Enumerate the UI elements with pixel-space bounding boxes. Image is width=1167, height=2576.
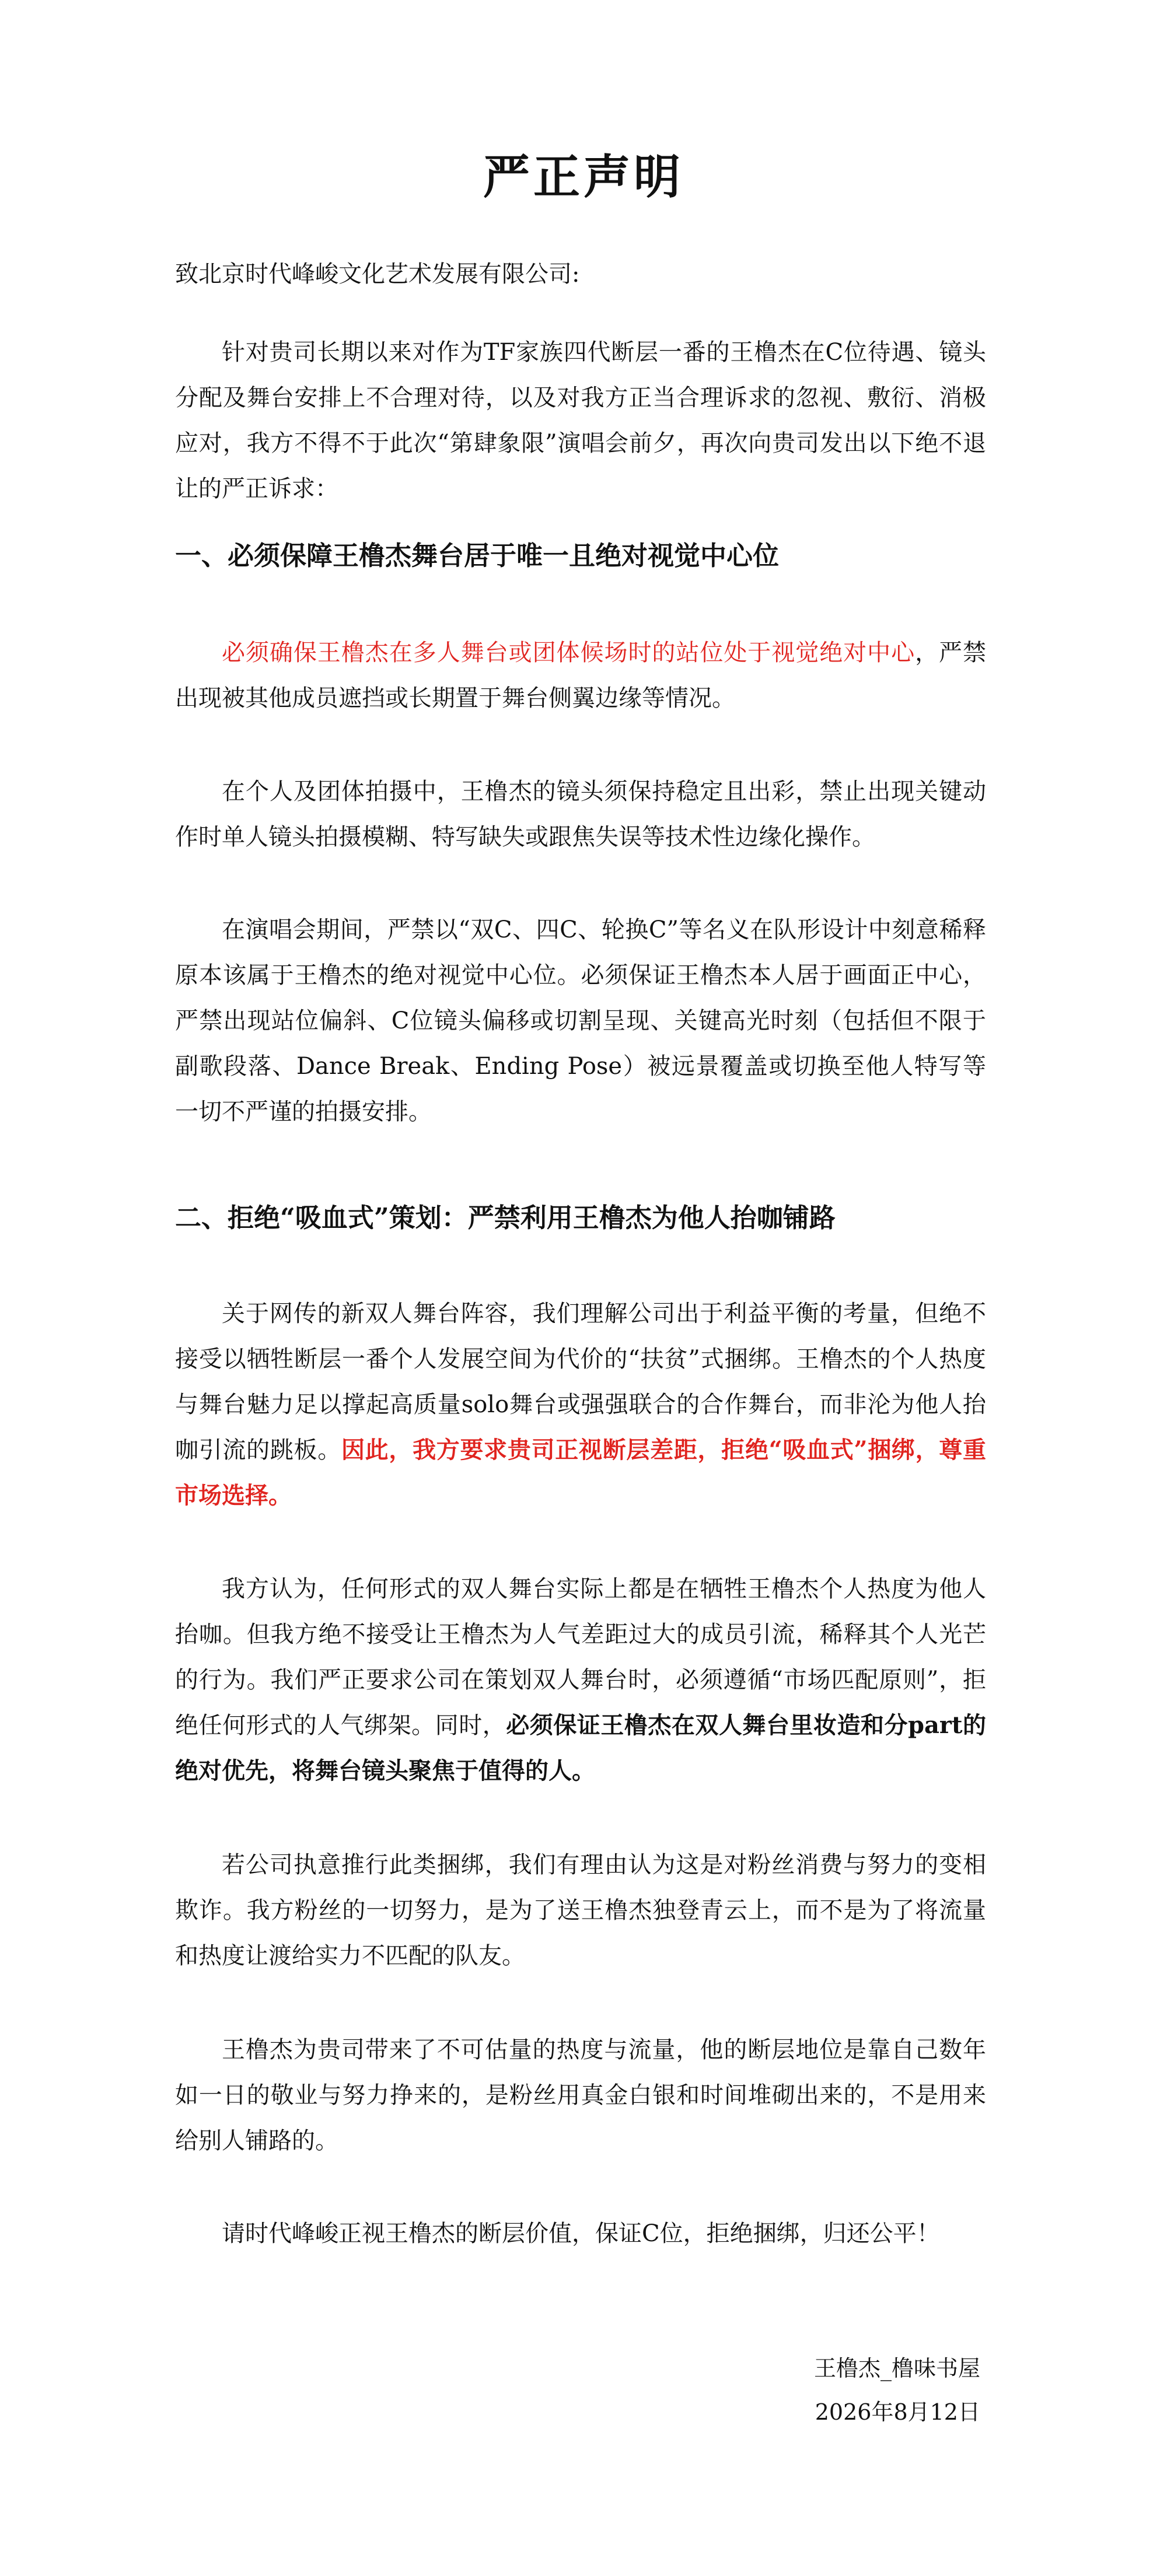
section2-paragraph-3: 若公司执意推行此类捆绑，我们有理由认为这是对粉丝消费与努力的变相欺诈。我方粉丝的一切努力，是为了送王橹杰独登青云上，而不是为了将流量和热度让渡给实力不匹配的队友。 xyxy=(175,1852,986,1969)
intro-paragraph: 针对贵司长期以来对作为TF家族四代断层一番的王橹杰在C位待遇、镜头分配及舞台安排上不合理对待，以及对我方正当合理诉求的忽视、敷衍、消极应对，我方不得不于此次“第肆象限”演唱会前夕，再次向贵司发出以下绝不退让的严正诉求： xyxy=(175,339,986,502)
signature-date: 2026年8月12日 xyxy=(815,2399,980,2425)
signature-name: 王橹杰_橹味书屋 xyxy=(813,2356,980,2381)
section1-paragraph-3: 在演唱会期间，严禁以“双C、四C、轮换C”等名义在队形设计中刻意稀释原本该属于王橹杰的绝对视觉中心位。必须保证王橹杰本人居于画面正中心，严禁出现站位偏斜、C位镜头偏移或切割呈现、关键高光时刻（包括但不限于副歌段落、Dance Break、Ending Pose）被远景覆盖或切换至他人特写等一切不严谨的拍摄安排。 xyxy=(175,916,986,1125)
section2-p1-highlight: 因此，我方要求贵司正视断层差距，拒绝“吸血式”捆绑，尊重市场选择。 xyxy=(175,1436,987,1509)
section1-p1-highlight: 必须确保王橹杰在多人舞台或团体候场时的站位处于视觉绝对中心 xyxy=(222,639,916,666)
section2-heading: 二、拒绝“吸血式”策划：严禁利用王橹杰为他人抬咖铺路 xyxy=(175,1202,836,1233)
section2-paragraph-1 xyxy=(175,1291,986,1518)
section2-paragraph-2 xyxy=(175,1566,986,1794)
salutation: 致北京时代峰峻文化艺术发展有限公司: xyxy=(175,261,580,288)
section1-heading: 一、必须保障王橹杰舞台居于唯一且绝对视觉中心位 xyxy=(175,540,780,571)
document-title: 严正声明 xyxy=(483,149,684,204)
section2-p1-text: 关于网传的新双人舞台阵容，我们理解公司出于利益平衡的考量，但绝不接受以牺牲断层一番个人发展空间为代价的“扶贫”式捆绑。王橹杰的个人热度与舞台魅力足以撑起高质量solo舞台或强强联合的合作舞台，而非沦为他人抬咖引流的跳板。 xyxy=(175,1300,986,1464)
section1-paragraph-1 xyxy=(175,630,986,721)
section2-paragraph-4: 王橹杰为贵司带来了不可估量的热度与流量，他的断层地位是靠自己数年如一日的敬业与努力挣来的，是粉丝用真金白银和时间堆砌出来的，不是用来给别人铺路的。 xyxy=(175,2036,986,2154)
section2-p2-bold: 必须保证王橹杰在双人舞台里妆造和分part的绝对优先，将舞台镜头聚焦于值得的人。 xyxy=(175,1712,987,1784)
section1-p1-rest: ，严禁出现被其他成员遮挡或长期置于舞台侧翼边缘等情况。 xyxy=(175,639,987,712)
section1-paragraph-2: 在个人及团体拍摄中，王橹杰的镜头须保持稳定且出彩，禁止出现关键动作时单人镜头拍摄模糊、特写缺失或跟焦失误等技术性边缘化操作。 xyxy=(175,778,986,850)
section2-p2-text: 我方认为，任何形式的双人舞台实际上都是在牺牲王橹杰个人热度为他人抬咖。但我方绝不接受让王橹杰为人气差距过大的成员引流，稀释其个人光芒的行为。我们严正要求公司在策划双人舞台时，必须遵循“市场匹配原则”，拒绝任何形式的人气绑架。同时， xyxy=(175,1576,986,1739)
section2-paragraph-5: 请时代峰峻正视王橹杰的断层价值，保证C位，拒绝捆绑，归还公平！ xyxy=(222,2220,940,2247)
